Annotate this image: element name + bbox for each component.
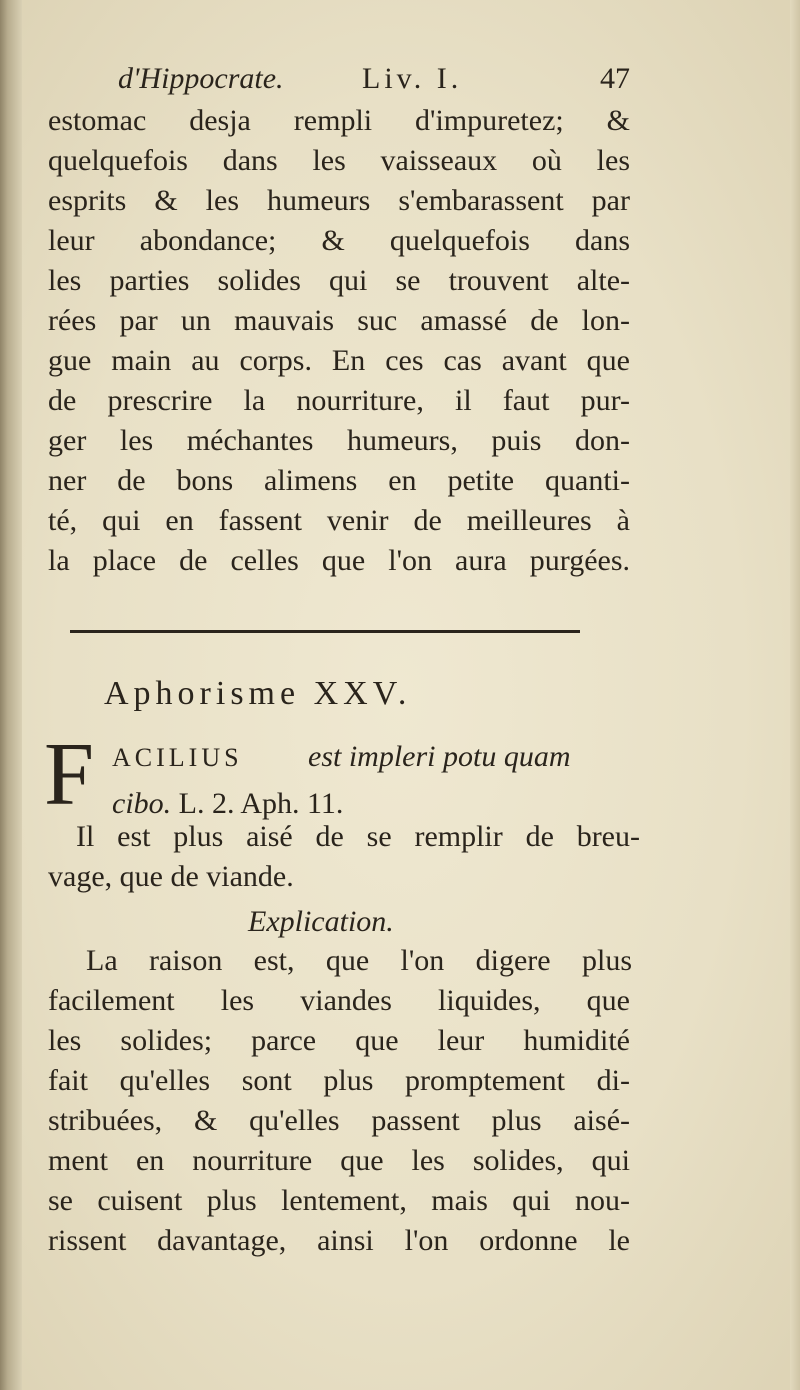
running-header [118, 62, 630, 98]
text-line: la place de celles que l'on aura purgées. [48, 544, 630, 577]
running-title: d'Hippocrate. [118, 62, 284, 95]
latin-small-caps: ACILIUS [112, 743, 243, 772]
latin-line-1 [112, 740, 640, 774]
latin-italic: est impleri potu quam [308, 740, 571, 773]
drop-cap: F [44, 725, 95, 824]
text-line: se cuisent plus lentement, mais qui nou- [48, 1184, 630, 1217]
text-line: ner de bons alimens en petite quanti- [48, 464, 630, 497]
page-gutter-shadow [0, 0, 22, 1390]
latin-italic: cibo. [112, 787, 172, 820]
text-line: esprits & les humeurs s'embarassent par [48, 184, 630, 217]
page-number: 47 [600, 62, 630, 95]
text-line: les parties solides qui se trouvent alte- [48, 264, 630, 297]
book-label: Liv. I. [362, 62, 463, 95]
text-line: vage, que de viande. [48, 860, 294, 893]
text-line: La raison est, que l'on digere plus [86, 944, 632, 977]
aphorism-reference: L. 2. Aph. 11. [178, 787, 344, 820]
text-line: rissent davantage, ainsi l'on ordonne le [48, 1224, 630, 1257]
text-line: leur abondance; & quelquefois dans [48, 224, 630, 257]
page-edge [790, 0, 800, 1390]
text-line: Il est plus aisé de se remplir de breu- [76, 820, 640, 853]
text-line: ment en nourriture que les solides, qui [48, 1144, 630, 1177]
aphorism-title: Aphorisme XXV. [104, 675, 412, 712]
text-line: rées par un mauvais suc amassé de lon- [48, 304, 630, 337]
text-line: té, qui en fassent venir de meilleures à [48, 504, 630, 537]
text-line: de prescrire la nourriture, il faut pur- [48, 384, 630, 417]
text-line: gue main au corps. En ces cas avant que [48, 344, 630, 377]
text-line: facilement les viandes liquides, que [48, 984, 630, 1017]
text-line: quelquefois dans les vaisseaux où les [48, 144, 630, 177]
text-line: les solides; parce que leur humidité [48, 1024, 630, 1057]
text-line: stribuées, & qu'elles passent plus aisé- [48, 1104, 630, 1137]
text-line: fait qu'elles sont plus promptement di- [48, 1064, 630, 1097]
section-divider [70, 630, 580, 633]
latin-line-2 [112, 787, 343, 821]
text-line: ger les méchantes humeurs, puis don- [48, 424, 630, 457]
text-line: estomac desja rempli d'impuretez; & [48, 104, 630, 137]
explication-heading: Explication. [248, 905, 394, 938]
